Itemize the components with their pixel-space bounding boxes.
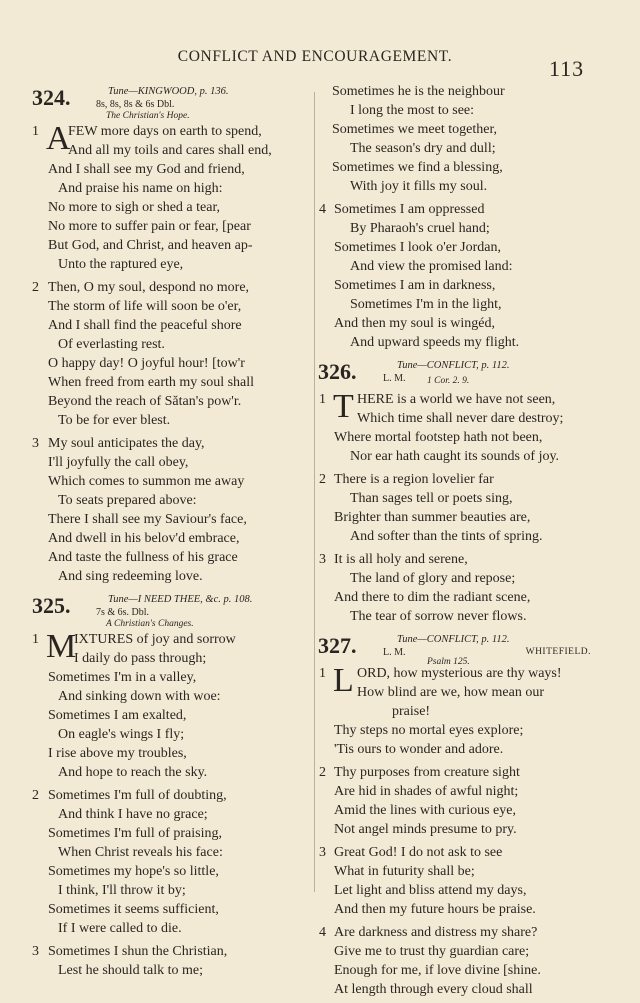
verse-line: Not angel minds presume to pry. (334, 822, 517, 837)
hymn-subtitle: 1 Cor. 2. 9. (427, 376, 470, 386)
verse-line: There is a region lovelier far (334, 472, 494, 487)
verse-line: Which time shall never dare destroy; (357, 411, 564, 426)
verse-line: And all my toils and cares shall end, (68, 143, 272, 158)
page-title: CONFLICT AND ENCOURAGEMENT. (177, 48, 453, 65)
tune-name: Tune—I NEED THEE, &c. p. 108. (108, 594, 253, 605)
right-column (317, 82, 593, 1003)
stanza-1 (317, 390, 593, 466)
hymn-number: 324. (32, 85, 71, 110)
verse-line: There I shall see my Saviour's face, (48, 512, 247, 527)
verse-number: 3 (319, 552, 326, 567)
verse-line: I'll joyfully the call obey, (48, 455, 189, 470)
hymn-number: 325. (32, 593, 71, 618)
verse-line: The season's dry and dull; (350, 141, 496, 156)
verse-line: IXTURES of joy and sorrow (74, 632, 236, 647)
hymn-324 (28, 82, 310, 586)
verse-line: And hope to reach the sky. (58, 765, 208, 780)
hymn-header (317, 356, 593, 390)
verse-number: 4 (319, 202, 326, 217)
hymn-number: 326. (318, 359, 357, 384)
hymn-subtitle: A Christian's Changes. (106, 619, 194, 629)
verse-line: The storm of life will soon be o'er, (48, 299, 242, 314)
verse-line: Thy purposes from creature sight (334, 765, 520, 780)
verse-line: No more to sigh or shed a tear, (48, 200, 221, 215)
hymn-header (28, 590, 310, 630)
verse-line: To be for ever blest. (58, 413, 171, 428)
verse-line: Great God! I do not ask to see (334, 845, 503, 860)
verse-line: Sometimes he is the neighbour (332, 84, 505, 99)
left-column (28, 82, 310, 984)
verse-line: Sometimes I'm full of doubting, (48, 788, 227, 803)
verse-line: And upward speeds my flight. (350, 335, 520, 350)
verse-line: Sometimes I shun the Christian, (48, 944, 228, 959)
verse-line: Are hid in shades of awful night; (334, 784, 519, 799)
verse-number: 3 (32, 944, 39, 959)
verse-line: Sometimes I am exalted, (48, 708, 187, 723)
verse-line: Amid the lines with curious eye, (334, 803, 516, 818)
verse-line: Lest he should talk to me; (58, 963, 204, 978)
verse-line: Sometimes we meet together, (332, 122, 498, 137)
verse-line: Brighter than summer beauties are, (334, 510, 531, 525)
verse-line: And sinking down with woe: (58, 689, 221, 704)
drop-cap: M (46, 628, 77, 665)
hymn-326 (317, 356, 593, 626)
stanza-3 (28, 942, 310, 980)
verse-number: 1 (319, 392, 326, 407)
verse-number: 1 (319, 666, 326, 681)
stanza-2 (317, 763, 593, 839)
verse-line: I long the most to see: (350, 103, 475, 118)
hymn-meter: L. M. (383, 373, 406, 384)
verse-line: And I shall find the peaceful shore (48, 318, 242, 333)
page-number: 113 (549, 56, 585, 81)
verse-line: By Pharaoh's cruel hand; (350, 221, 490, 236)
verse-line: Then, O my soul, despond no more, (48, 280, 250, 295)
verse-number: 3 (319, 845, 326, 860)
verse-line: praise! (392, 704, 431, 719)
verse-line: And praise his name on high: (58, 181, 223, 196)
verse-number: 4 (319, 925, 326, 940)
verse-number: 2 (319, 765, 326, 780)
hymn-header (28, 82, 310, 122)
verse-line: And then my future hours be praise. (334, 902, 536, 917)
verse-line: Nor ear hath caught its sounds of joy. (350, 449, 560, 464)
verse-line: Where mortal footstep hath not been, (334, 430, 543, 445)
verse-line: When freed from earth my soul shall (48, 375, 255, 390)
stanza-2 (28, 278, 310, 430)
verse-line: Sometimes I am oppressed (334, 202, 485, 217)
verse-line: To seats prepared above: (58, 493, 197, 508)
stanza-3-continued (317, 82, 593, 196)
verse-line: With joy it fills my soul. (350, 179, 488, 194)
verse-line: And softer than the tints of spring. (350, 529, 543, 544)
verse-line: And view the promised land: (350, 259, 513, 274)
tune-name: Tune—CONFLICT, p. 112. (397, 634, 510, 645)
verse-line: Which comes to summon me away (48, 474, 245, 489)
verse-line: It is all holy and serene, (334, 552, 468, 567)
hymn-325 (28, 590, 310, 980)
verse-line: Unto the raptured eye, (58, 257, 184, 272)
tune-name: Tune—CONFLICT, p. 112. (397, 360, 510, 371)
stanza-1 (317, 664, 593, 759)
verse-line: And think I have no grace; (58, 807, 208, 822)
verse-line: And sing redeeming love. (58, 569, 203, 584)
verse-line: ORD, how mysterious are thy ways! (357, 666, 562, 681)
stanza-3 (28, 434, 310, 586)
verse-line: If I were called to die. (58, 921, 182, 936)
verse-line: My soul anticipates the day, (48, 436, 205, 451)
verse-line: The land of glory and repose; (350, 571, 516, 586)
verse-number: 1 (32, 124, 39, 139)
verse-line: Let light and bliss attend my days, (334, 883, 527, 898)
verse-line: I rise above my troubles, (48, 746, 187, 761)
verse-line: Sometimes I'm in a valley, (48, 670, 197, 685)
stanza-1 (28, 122, 310, 274)
verse-line: HERE is a world we have not seen, (357, 392, 556, 407)
verse-line: Are darkness and distress my share? (334, 925, 538, 940)
stanza-4 (317, 200, 593, 352)
column-divider (314, 92, 315, 892)
verse-number: 2 (319, 472, 326, 487)
verse-line: 'Tis ours to wonder and adore. (334, 742, 504, 757)
verse-line: Sometimes my hope's so little, (48, 864, 219, 879)
verse-line: At length through every cloud shall (334, 982, 533, 997)
verse-number: 2 (32, 788, 39, 803)
stanza-3 (317, 550, 593, 626)
verse-number: 3 (32, 436, 39, 451)
verse-line: Beyond the reach of Sătan's pow'r. (48, 394, 242, 409)
verse-line: I think, I'll throw it by; (58, 883, 186, 898)
verse-line: When Christ reveals his face: (58, 845, 223, 860)
verse-line: And then my soul is wingéd, (334, 316, 495, 331)
verse-line: Thy steps no mortal eyes explore; (334, 723, 524, 738)
verse-line: Sometimes I'm full of praising, (48, 826, 223, 841)
verse-line: But God, and Christ, and heaven ap- (48, 238, 253, 253)
verse-line: The tear of sorrow never flows. (350, 609, 527, 624)
verse-line: And taste the fullness of his grace (48, 550, 238, 565)
hymn-subtitle: Psalm 125. (427, 657, 470, 667)
verse-line: Sometimes I am in darkness, (334, 278, 496, 293)
hymn-number: 327. (318, 633, 357, 658)
hymn-meter: L. M. (383, 647, 406, 658)
verse-line: Than sages tell or poets sing, (350, 491, 513, 506)
stanza-1 (28, 630, 310, 782)
verse-line: And I shall see my God and friend, (48, 162, 245, 177)
composer-name: WHITEFIELD. (525, 647, 591, 657)
hymn-meter: 8s, 8s, 8s & 6s Dbl. (96, 99, 175, 110)
verse-line: And dwell in his belov'd embrace, (48, 531, 240, 546)
verse-line: Sometimes I'm in the light, (350, 297, 502, 312)
verse-line: Of everlasting rest. (58, 337, 165, 352)
drop-cap: A (46, 120, 71, 157)
hymn-meter: 7s & 6s. Dbl. (96, 607, 150, 618)
stanza-2 (317, 470, 593, 546)
stanza-4 (317, 923, 593, 999)
verse-line: On eagle's wings I fly; (58, 727, 185, 742)
hymn-header (317, 630, 593, 667)
hymn-327 (317, 630, 593, 999)
verse-line: Sometimes I look o'er Jordan, (334, 240, 501, 255)
verse-line: Sometimes it seems sufficient, (48, 902, 219, 917)
verse-number: 1 (32, 632, 39, 647)
stanza-2 (28, 786, 310, 938)
drop-cap: T (333, 388, 354, 425)
tune-name: Tune—KINGWOOD, p. 136. (108, 86, 229, 97)
verse-number: 2 (32, 280, 39, 295)
verse-line: O happy day! O joyful hour! [tow'r (48, 356, 245, 371)
verse-line: No more to suffer pain or fear, [pear (48, 219, 251, 234)
verse-line: I daily do pass through; (74, 651, 207, 666)
verse-line: Enough for me, if love divine [shine. (334, 963, 541, 978)
stanza-3 (317, 843, 593, 919)
verse-line: And there to dim the radiant scene, (334, 590, 531, 605)
verse-line: FEW more days on earth to spend, (68, 124, 262, 139)
verse-line: Give me to trust thy guardian care; (334, 944, 530, 959)
verse-line: What in futurity shall be; (334, 864, 475, 879)
verse-line: How blind are we, how mean our (357, 685, 545, 700)
hymn-subtitle: The Christian's Hope. (106, 111, 190, 121)
drop-cap: L (333, 662, 354, 699)
verse-line: Sometimes we find a blessing, (332, 160, 503, 175)
